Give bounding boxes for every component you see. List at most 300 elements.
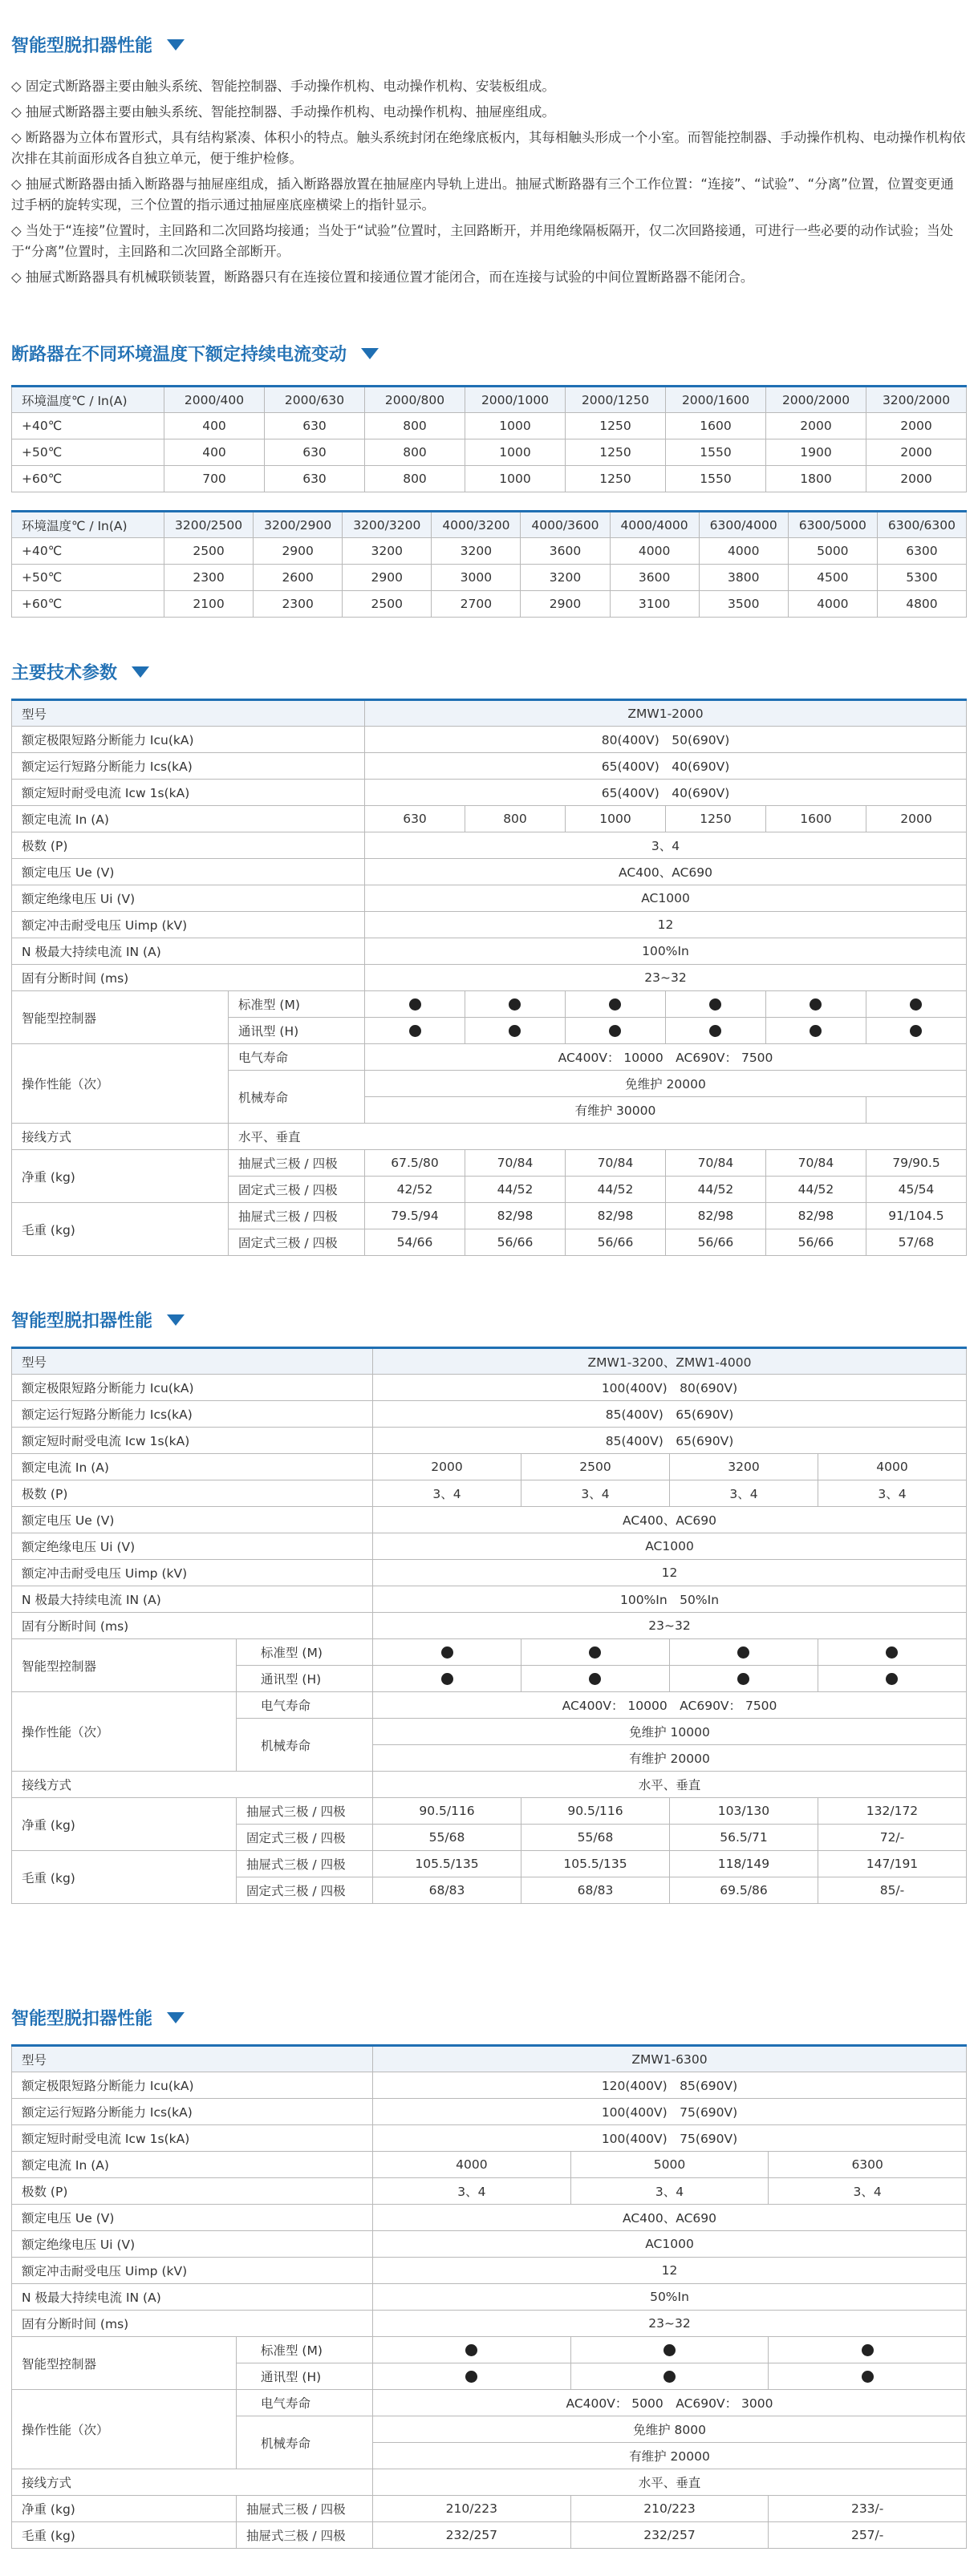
table-cell: AC400V： 10000 AC690V： 7500 xyxy=(365,1044,967,1071)
table-cell: 极数 (P) xyxy=(12,832,365,859)
table-row xyxy=(12,806,967,832)
table-cell: 80(400V) 50(690V) xyxy=(365,727,967,753)
table-row xyxy=(12,1480,967,1507)
table-cell: 2000/1600 xyxy=(666,387,766,413)
table-cell: 操作性能（次） xyxy=(12,2390,237,2469)
bullet-dot-icon xyxy=(441,1646,453,1659)
table-cell: 82/98 xyxy=(465,1203,566,1229)
table-cell xyxy=(465,991,566,1018)
table-cell: 2300 xyxy=(254,591,343,618)
bullet-dot-icon xyxy=(737,1646,749,1659)
bullet-dot-icon xyxy=(589,1646,601,1659)
section-title: 主要技术参数 xyxy=(11,659,967,684)
section-title: 智能型脱扣器性能 xyxy=(11,32,967,57)
table-cell: ZMW1-2000 xyxy=(365,700,967,727)
table-row xyxy=(12,753,967,780)
table-cell: 固有分断时间 (ms) xyxy=(12,1613,373,1639)
table-row xyxy=(12,538,967,565)
bullet-dot-icon xyxy=(441,1673,453,1685)
table-cell: 抽屉式三极 / 四极 xyxy=(229,1203,365,1229)
table-cell xyxy=(818,1639,966,1666)
table-cell xyxy=(866,1018,966,1044)
table-row xyxy=(12,2469,967,2496)
table-cell: 400 xyxy=(164,413,265,439)
table-cell xyxy=(521,1666,670,1692)
table-cell: 100(400V) 75(690V) xyxy=(373,2099,967,2125)
bullet-dot-icon xyxy=(910,998,922,1011)
table-row xyxy=(12,965,967,991)
row-label: +40℃ xyxy=(12,538,164,565)
table-cell: 2000/1250 xyxy=(566,387,666,413)
table-cell: 70/84 xyxy=(665,1150,765,1177)
bullet-dot-icon xyxy=(737,1673,749,1685)
table-cell: 105.5/135 xyxy=(521,1851,670,1877)
table-cell: N 极最大持续电流 IN (A) xyxy=(12,1586,373,1613)
table-cell: 42/52 xyxy=(365,1177,465,1203)
row-label: +60℃ xyxy=(12,466,164,492)
table-row xyxy=(12,1044,967,1071)
table-cell: 85/- xyxy=(818,1877,966,1904)
table-cell: 3、4 xyxy=(769,2178,967,2205)
table-cell: 固定式三极 / 四极 xyxy=(237,1877,373,1904)
row-label: 环境温度℃ / In(A) xyxy=(12,512,164,538)
table-cell xyxy=(665,1018,765,1044)
bullet-item: ◇ 抽屉式断路器主要由触头系统、智能控制器、手动操作机构、电动操作机构、抽屉座组成。 xyxy=(11,104,555,119)
table-cell: 100(400V) 75(690V) xyxy=(373,2125,967,2152)
table-row xyxy=(12,2311,967,2337)
table-cell: 3200/2900 xyxy=(254,512,343,538)
table-cell: 净重 (kg) xyxy=(12,1798,237,1851)
table-cell: 2000/1000 xyxy=(465,387,566,413)
table-cell: 1550 xyxy=(666,466,766,492)
table-cell: 2700 xyxy=(432,591,521,618)
table-cell: 操作性能（次） xyxy=(12,1044,229,1124)
table-cell: 232/257 xyxy=(570,2522,769,2549)
table-cell: 6300 xyxy=(877,538,966,565)
table-cell: 额定绝缘电压 Ui (V) xyxy=(12,885,365,912)
table-row xyxy=(12,912,967,938)
table-cell: 100%In 50%In xyxy=(373,1586,967,1613)
table-cell: 接线方式 xyxy=(12,1124,229,1150)
table-row xyxy=(12,2390,967,2416)
table-cell: 通讯型 (H) xyxy=(237,1666,373,1692)
table-cell: 55/68 xyxy=(521,1825,670,1851)
table-cell: 抽屉式三极 / 四极 xyxy=(237,2496,373,2522)
table-cell: 103/130 xyxy=(669,1798,818,1825)
table-cell: 2000/2000 xyxy=(766,387,866,413)
table-cell: 有维护 20000 xyxy=(373,1745,967,1772)
table-row xyxy=(12,1124,967,1150)
bullet-dot-icon xyxy=(862,2371,874,2383)
table-cell: N 极最大持续电流 IN (A) xyxy=(12,2284,373,2311)
table-row xyxy=(12,859,967,885)
section-title: 智能型脱扣器性能 xyxy=(11,2005,967,2030)
table-cell: 电气寿命 xyxy=(237,2390,373,2416)
table-cell: 2000/400 xyxy=(164,387,265,413)
table-cell xyxy=(465,1018,566,1044)
derating-table-1 xyxy=(11,385,967,492)
table-cell: 100%In xyxy=(365,938,967,965)
table-cell: 免维护 20000 xyxy=(365,1071,967,1097)
table-cell: AC400V： 5000 AC690V： 3000 xyxy=(373,2390,967,2416)
table-cell: 630 xyxy=(365,806,465,832)
bullet-item: ◇ 抽屉式断路器具有机械联锁装置，断路器只有在连接位置和接通位置才能闭合，而在连接与试验的中间位置断路器不能闭合。 xyxy=(11,269,754,285)
table-cell: 机械寿命 xyxy=(229,1071,365,1124)
table-cell: 72/- xyxy=(818,1825,966,1851)
table-cell: 2000 xyxy=(866,439,967,466)
table-cell: 额定电压 Ue (V) xyxy=(12,859,365,885)
table-cell: 净重 (kg) xyxy=(12,1150,229,1203)
table-cell: 630 xyxy=(265,466,365,492)
table-row xyxy=(12,780,967,806)
table-cell: N 极最大持续电流 IN (A) xyxy=(12,938,365,965)
table-cell: AC1000 xyxy=(373,1533,967,1560)
bullet-dot-icon xyxy=(589,1673,601,1685)
table-cell: 6300/5000 xyxy=(788,512,877,538)
table-cell: 固定式三极 / 四极 xyxy=(229,1177,365,1203)
table-cell: 57/68 xyxy=(866,1229,966,1256)
table-cell xyxy=(765,991,866,1018)
table-row xyxy=(12,727,967,753)
triangle-down-icon xyxy=(167,39,185,51)
table-row xyxy=(12,1507,967,1533)
table-cell: AC1000 xyxy=(373,2231,967,2258)
table-cell: 82/98 xyxy=(765,1203,866,1229)
bullet-item: ◇ 固定式断路器主要由触头系统、智能控制器、手动操作机构、电动操作机构、安装板组成。 xyxy=(11,79,555,94)
table-cell: 3、4 xyxy=(365,832,967,859)
table-cell: 65(400V) 40(690V) xyxy=(365,780,967,806)
table-cell: 4000 xyxy=(788,591,877,618)
triangle-down-icon xyxy=(167,2012,185,2023)
table-cell xyxy=(769,2337,967,2363)
table-row xyxy=(12,1533,967,1560)
table-cell: 23~32 xyxy=(373,2311,967,2337)
table-cell: AC400V： 10000 AC690V： 7500 xyxy=(373,1692,967,1719)
table-cell: 1600 xyxy=(666,413,766,439)
table-cell: 3、4 xyxy=(818,1480,966,1507)
table-cell: 147/191 xyxy=(818,1851,966,1877)
table-cell: 68/83 xyxy=(521,1877,670,1904)
bullet-dot-icon xyxy=(465,2344,477,2356)
table-cell: 3600 xyxy=(521,538,610,565)
table-row xyxy=(12,1203,967,1229)
row-label: +50℃ xyxy=(12,565,164,591)
table-cell: 3000 xyxy=(432,565,521,591)
table-row xyxy=(12,439,967,466)
table-cell: 2500 xyxy=(164,538,254,565)
table-cell: 4000 xyxy=(610,538,699,565)
table-cell: 257/- xyxy=(769,2522,967,2549)
table-cell xyxy=(570,2363,769,2390)
triangle-down-icon xyxy=(167,1314,185,1326)
table-cell xyxy=(565,1018,665,1044)
table-cell: 3200/2500 xyxy=(164,512,254,538)
bullet-dot-icon xyxy=(709,998,721,1011)
table-row xyxy=(12,413,967,439)
table-cell: 44/52 xyxy=(465,1177,566,1203)
table-cell: 700 xyxy=(164,466,265,492)
table-cell: 额定冲击耐受电压 Uimp (kV) xyxy=(12,1560,373,1586)
table-cell: 电气寿命 xyxy=(229,1044,365,1071)
table-cell: 1600 xyxy=(765,806,866,832)
table-row xyxy=(12,1428,967,1454)
table-cell: 额定运行短路分断能力 Ics(kA) xyxy=(12,2099,373,2125)
section-temperature-derating xyxy=(11,341,967,618)
table-row xyxy=(12,2046,967,2072)
table-row xyxy=(12,2522,967,2549)
bullet-dot-icon xyxy=(509,1025,521,1037)
table-cell: 1900 xyxy=(766,439,866,466)
table-cell: 3100 xyxy=(610,591,699,618)
table-cell: AC1000 xyxy=(365,885,967,912)
table-cell: 极数 (P) xyxy=(12,1480,373,1507)
bullet-dot-icon xyxy=(409,998,421,1011)
bullet-dot-icon xyxy=(663,2371,676,2383)
table-cell: ZMW1-3200、ZMW1-4000 xyxy=(373,1348,967,1375)
table-cell: 2000/800 xyxy=(365,387,465,413)
table-cell xyxy=(669,1639,818,1666)
table-cell: 1550 xyxy=(666,439,766,466)
table-cell: 3500 xyxy=(699,591,788,618)
table-cell: 2900 xyxy=(343,565,432,591)
table-cell: 5000 xyxy=(788,538,877,565)
table-cell: 4000/4000 xyxy=(610,512,699,538)
table-cell: 水平、垂直 xyxy=(229,1124,967,1150)
table-row xyxy=(12,1375,967,1401)
table-cell: 5000 xyxy=(570,2152,769,2178)
table-cell xyxy=(570,2337,769,2363)
table-cell: 2000/630 xyxy=(265,387,365,413)
table-cell: AC400、AC690 xyxy=(365,859,967,885)
table-row xyxy=(12,1692,967,1719)
table-cell: 56/66 xyxy=(765,1229,866,1256)
table-cell: 120(400V) 85(690V) xyxy=(373,2072,967,2099)
table-row xyxy=(12,2152,967,2178)
table-cell: 毛重 (kg) xyxy=(12,1203,229,1256)
table-cell: 70/84 xyxy=(565,1150,665,1177)
table-cell: 1250 xyxy=(566,439,666,466)
table-row xyxy=(12,1851,967,1877)
table-cell: 2000 xyxy=(866,413,967,439)
table-cell: 免维护 8000 xyxy=(373,2416,967,2443)
table-cell: 1000 xyxy=(465,439,566,466)
table-cell xyxy=(866,1097,966,1124)
table-row xyxy=(12,2496,967,2522)
table-cell: 额定电压 Ue (V) xyxy=(12,1507,373,1533)
table-cell xyxy=(365,1018,465,1044)
table-cell: 操作性能（次） xyxy=(12,1692,237,1772)
table-row xyxy=(12,2231,967,2258)
table-cell: 2000 xyxy=(766,413,866,439)
table-cell: 2600 xyxy=(254,565,343,591)
bullet-dot-icon xyxy=(609,1025,621,1037)
bullet-dot-icon xyxy=(509,998,521,1011)
table-cell: 55/68 xyxy=(373,1825,521,1851)
table-cell: 132/172 xyxy=(818,1798,966,1825)
table-cell: 1000 xyxy=(465,413,566,439)
table-cell xyxy=(521,1639,670,1666)
table-cell: 抽屉式三极 / 四极 xyxy=(237,1798,373,1825)
table-cell: 抽屉式三极 / 四极 xyxy=(237,1851,373,1877)
table-cell: 85(400V) 65(690V) xyxy=(373,1428,967,1454)
table-cell: 抽屉式三极 / 四极 xyxy=(237,2522,373,2549)
table-cell xyxy=(765,1018,866,1044)
table-row xyxy=(12,1454,967,1480)
table-cell: 固定式三极 / 四极 xyxy=(229,1229,365,1256)
table-cell: 固有分断时间 (ms) xyxy=(12,965,365,991)
table-cell: 1800 xyxy=(766,466,866,492)
table-cell: 3200/3200 xyxy=(343,512,432,538)
table-cell: 额定极限短路分断能力 Icu(kA) xyxy=(12,2072,373,2099)
table-cell: 45/54 xyxy=(866,1177,966,1203)
table-cell: 3800 xyxy=(699,565,788,591)
spec-table-zmw1-3200-4000 xyxy=(11,1347,967,1904)
section-tech-params-3200-4000 xyxy=(11,1307,967,1904)
table-cell: 有维护 30000 xyxy=(365,1097,866,1124)
table-cell: 通讯型 (H) xyxy=(229,1018,365,1044)
bullet-dot-icon xyxy=(862,2344,874,2356)
table-cell xyxy=(665,991,765,1018)
section-breaker-overview xyxy=(11,32,967,293)
bullet-item: ◇ 断路器为立体布置形式，具有结构紧凑、体积小的特点。触头系统封闭在绝缘底板内，其每相触头形成一个小室。而智能控制器、手动操作机构、电动操作机构依次排在其前面形成各自独立单元，便于维护检修。 xyxy=(11,130,966,166)
table-cell: 3200/2000 xyxy=(866,387,967,413)
table-row xyxy=(12,1772,967,1798)
table-cell: 65(400V) 40(690V) xyxy=(365,753,967,780)
table-cell: 50%In xyxy=(373,2284,967,2311)
table-cell: 105.5/135 xyxy=(373,1851,521,1877)
table-cell: 2000 xyxy=(866,806,966,832)
bullet-dot-icon xyxy=(709,1025,721,1037)
table-cell: 2300 xyxy=(164,565,254,591)
table-cell: 2000 xyxy=(866,466,967,492)
table-cell: 抽屉式三极 / 四极 xyxy=(229,1150,365,1177)
table-cell: 3、4 xyxy=(521,1480,670,1507)
table-row xyxy=(12,700,967,727)
table-cell: 44/52 xyxy=(665,1177,765,1203)
table-cell: 4500 xyxy=(788,565,877,591)
table-cell: 额定运行短路分断能力 Ics(kA) xyxy=(12,1401,373,1428)
table-cell: 极数 (P) xyxy=(12,2178,373,2205)
derating-table-2 xyxy=(11,510,967,618)
table-cell: 水平、垂直 xyxy=(373,2469,967,2496)
section-tech-params-6300 xyxy=(11,2005,967,2549)
table-cell: 800 xyxy=(365,413,465,439)
table-cell: 接线方式 xyxy=(12,2469,373,2496)
table-cell: 1250 xyxy=(665,806,765,832)
table-row xyxy=(12,2178,967,2205)
table-cell: 机械寿命 xyxy=(237,2416,373,2469)
bullet-item: ◇ 当处于“连接”位置时，主回路和二次回路均接通；当处于“试验”位置时，主回路断开，并用绝缘隔板隔开，仅二次回路接通，可进行一些必要的动作试验；当处于“分离”位置时，主回路和二次回路全部断开。 xyxy=(11,223,954,259)
table-cell: 智能型控制器 xyxy=(12,991,229,1044)
table-row xyxy=(12,832,967,859)
table-header-row xyxy=(12,512,967,538)
table-cell: 智能型控制器 xyxy=(12,1639,237,1692)
section-tech-params-2000 xyxy=(11,659,967,1256)
table-cell: 70/84 xyxy=(465,1150,566,1177)
table-cell: 额定绝缘电压 Ui (V) xyxy=(12,1533,373,1560)
spec-table-zmw1-6300 xyxy=(11,2044,967,2549)
table-row xyxy=(12,1586,967,1613)
table-cell: 电气寿命 xyxy=(237,1692,373,1719)
bullet-item: ◇ 抽屉式断路器由插入断路器与抽屉座组成，插入断路器放置在抽屉座内导轨上进出。抽屉式断路器有三个工作位置：“连接”、“试验”、“分离”位置，位置变更通过手柄的旋转实现，三个位置的指示通过抽屉座底座横梁上的指针显示。 xyxy=(11,176,954,213)
table-cell: 23~32 xyxy=(373,1613,967,1639)
table-cell: 12 xyxy=(373,1560,967,1586)
table-cell: 标准型 (M) xyxy=(237,2337,373,2363)
table-cell: 3、4 xyxy=(373,2178,571,2205)
table-cell: ZMW1-6300 xyxy=(373,2046,967,2072)
table-cell: 额定电流 In (A) xyxy=(12,2152,373,2178)
table-cell: 800 xyxy=(365,439,465,466)
table-row xyxy=(12,1639,967,1666)
table-cell: 68/83 xyxy=(373,1877,521,1904)
table-cell: 210/223 xyxy=(570,2496,769,2522)
table-cell: 85(400V) 65(690V) xyxy=(373,1401,967,1428)
row-label: +40℃ xyxy=(12,413,164,439)
table-cell: 54/66 xyxy=(365,1229,465,1256)
table-cell: AC400、AC690 xyxy=(373,1507,967,1533)
table-cell xyxy=(373,1639,521,1666)
table-cell: 2500 xyxy=(343,591,432,618)
table-cell xyxy=(769,2363,967,2390)
table-cell: 630 xyxy=(265,439,365,466)
table-cell: 12 xyxy=(373,2258,967,2284)
table-cell: 3600 xyxy=(610,565,699,591)
table-cell: 额定冲击耐受电压 Uimp (kV) xyxy=(12,2258,373,2284)
section-title: 断路器在不同环境温度下额定持续电流变动 xyxy=(11,341,967,366)
table-cell xyxy=(373,1666,521,1692)
table-cell: 毛重 (kg) xyxy=(12,1851,237,1904)
table-cell: 3200 xyxy=(669,1454,818,1480)
table-cell: 56/66 xyxy=(465,1229,566,1256)
table-row xyxy=(12,1798,967,1825)
table-cell: 2500 xyxy=(521,1454,670,1480)
table-row xyxy=(12,1150,967,1177)
table-cell: 70/84 xyxy=(765,1150,866,1177)
table-cell: 3、4 xyxy=(669,1480,818,1507)
table-cell xyxy=(565,991,665,1018)
bullet-dot-icon xyxy=(465,2371,477,2383)
table-cell: 2900 xyxy=(254,538,343,565)
table-cell: 额定运行短路分断能力 Ics(kA) xyxy=(12,753,365,780)
table-cell: 1000 xyxy=(465,466,566,492)
bullet-dot-icon xyxy=(886,1673,898,1685)
table-cell: AC400、AC690 xyxy=(373,2205,967,2231)
table-cell: 水平、垂直 xyxy=(373,1772,967,1798)
table-cell: 额定极限短路分断能力 Icu(kA) xyxy=(12,727,365,753)
table-cell: 标准型 (M) xyxy=(237,1639,373,1666)
table-cell: 4000 xyxy=(699,538,788,565)
table-cell: 91/104.5 xyxy=(866,1203,966,1229)
table-row xyxy=(12,1401,967,1428)
table-cell: 额定电流 In (A) xyxy=(12,806,365,832)
table-cell: 标准型 (M) xyxy=(229,991,365,1018)
table-cell: 23~32 xyxy=(365,965,967,991)
table-cell: 82/98 xyxy=(665,1203,765,1229)
table-cell xyxy=(373,2337,571,2363)
table-cell: 1250 xyxy=(566,413,666,439)
table-cell: 56.5/71 xyxy=(669,1825,818,1851)
table-cell: 4800 xyxy=(877,591,966,618)
table-cell: 4000 xyxy=(818,1454,966,1480)
table-cell: 44/52 xyxy=(565,1177,665,1203)
table-cell xyxy=(365,991,465,1018)
table-row xyxy=(12,2337,967,2363)
triangle-down-icon xyxy=(361,348,379,359)
table-cell: 118/149 xyxy=(669,1851,818,1877)
table-row xyxy=(12,2125,967,2152)
bullet-dot-icon xyxy=(810,1025,822,1037)
table-cell: 82/98 xyxy=(565,1203,665,1229)
